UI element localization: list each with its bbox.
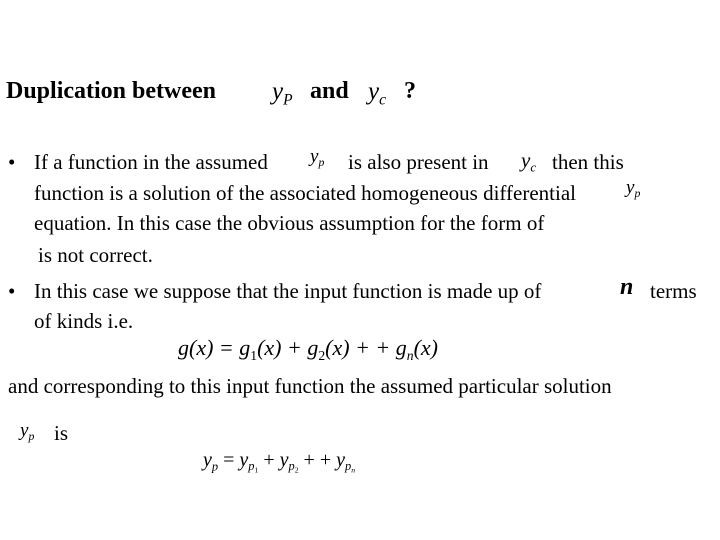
bullet1-line1-c: then this [552,150,624,174]
bullet-marker-1: • [8,150,16,174]
heading-and: and [310,78,349,104]
heading-text-before: Duplication between [6,78,216,104]
bullet2-var-n: n [620,274,634,300]
heading-var-yp: $y_P$ [272,78,293,109]
bullet1-line4: is not correct. [38,243,153,267]
equation-particular-solution: $y_p = y_{p_1} + y_{p_2}$ + + $y_{p_n}$ [203,449,356,476]
bullet1-overlap-var-yp: $y_p$ [626,177,641,201]
bullet2-line1-b: terms [650,279,697,303]
bullet1-var-yc: $y_c$ [521,148,537,175]
bullet1-line3: equation. In this case the obvious assumption for the form of [34,211,545,235]
bullet1-line1-a: If a function in the assumed [34,150,268,174]
bullet1-line2: function is a solution of the associated homogeneous differential [34,181,576,205]
is-line-var-yp: $y_p$ [20,420,35,444]
bullet-marker-2: • [8,279,16,303]
heading-question-mark: ? [404,78,416,104]
bullet2-line1-a: In this case we suppose that the input function is made up of [34,279,542,303]
heading-var-yc: $y_c$ [368,78,386,109]
equation-input-function: $g(x) = g_1(x) + g_2(x)$ + + $g_n(x)$ [178,335,439,363]
bullet2-line2: of kinds i.e. [34,309,134,333]
slide-heading [6,78,216,105]
bullet1-line1-b: is also present in [348,150,489,174]
is-line-text: is [54,421,69,445]
paragraph-particular-solution: and corresponding to this input function the assumed particular solution [8,374,612,398]
bullet1-var-yp: $y_p$ [310,146,325,170]
